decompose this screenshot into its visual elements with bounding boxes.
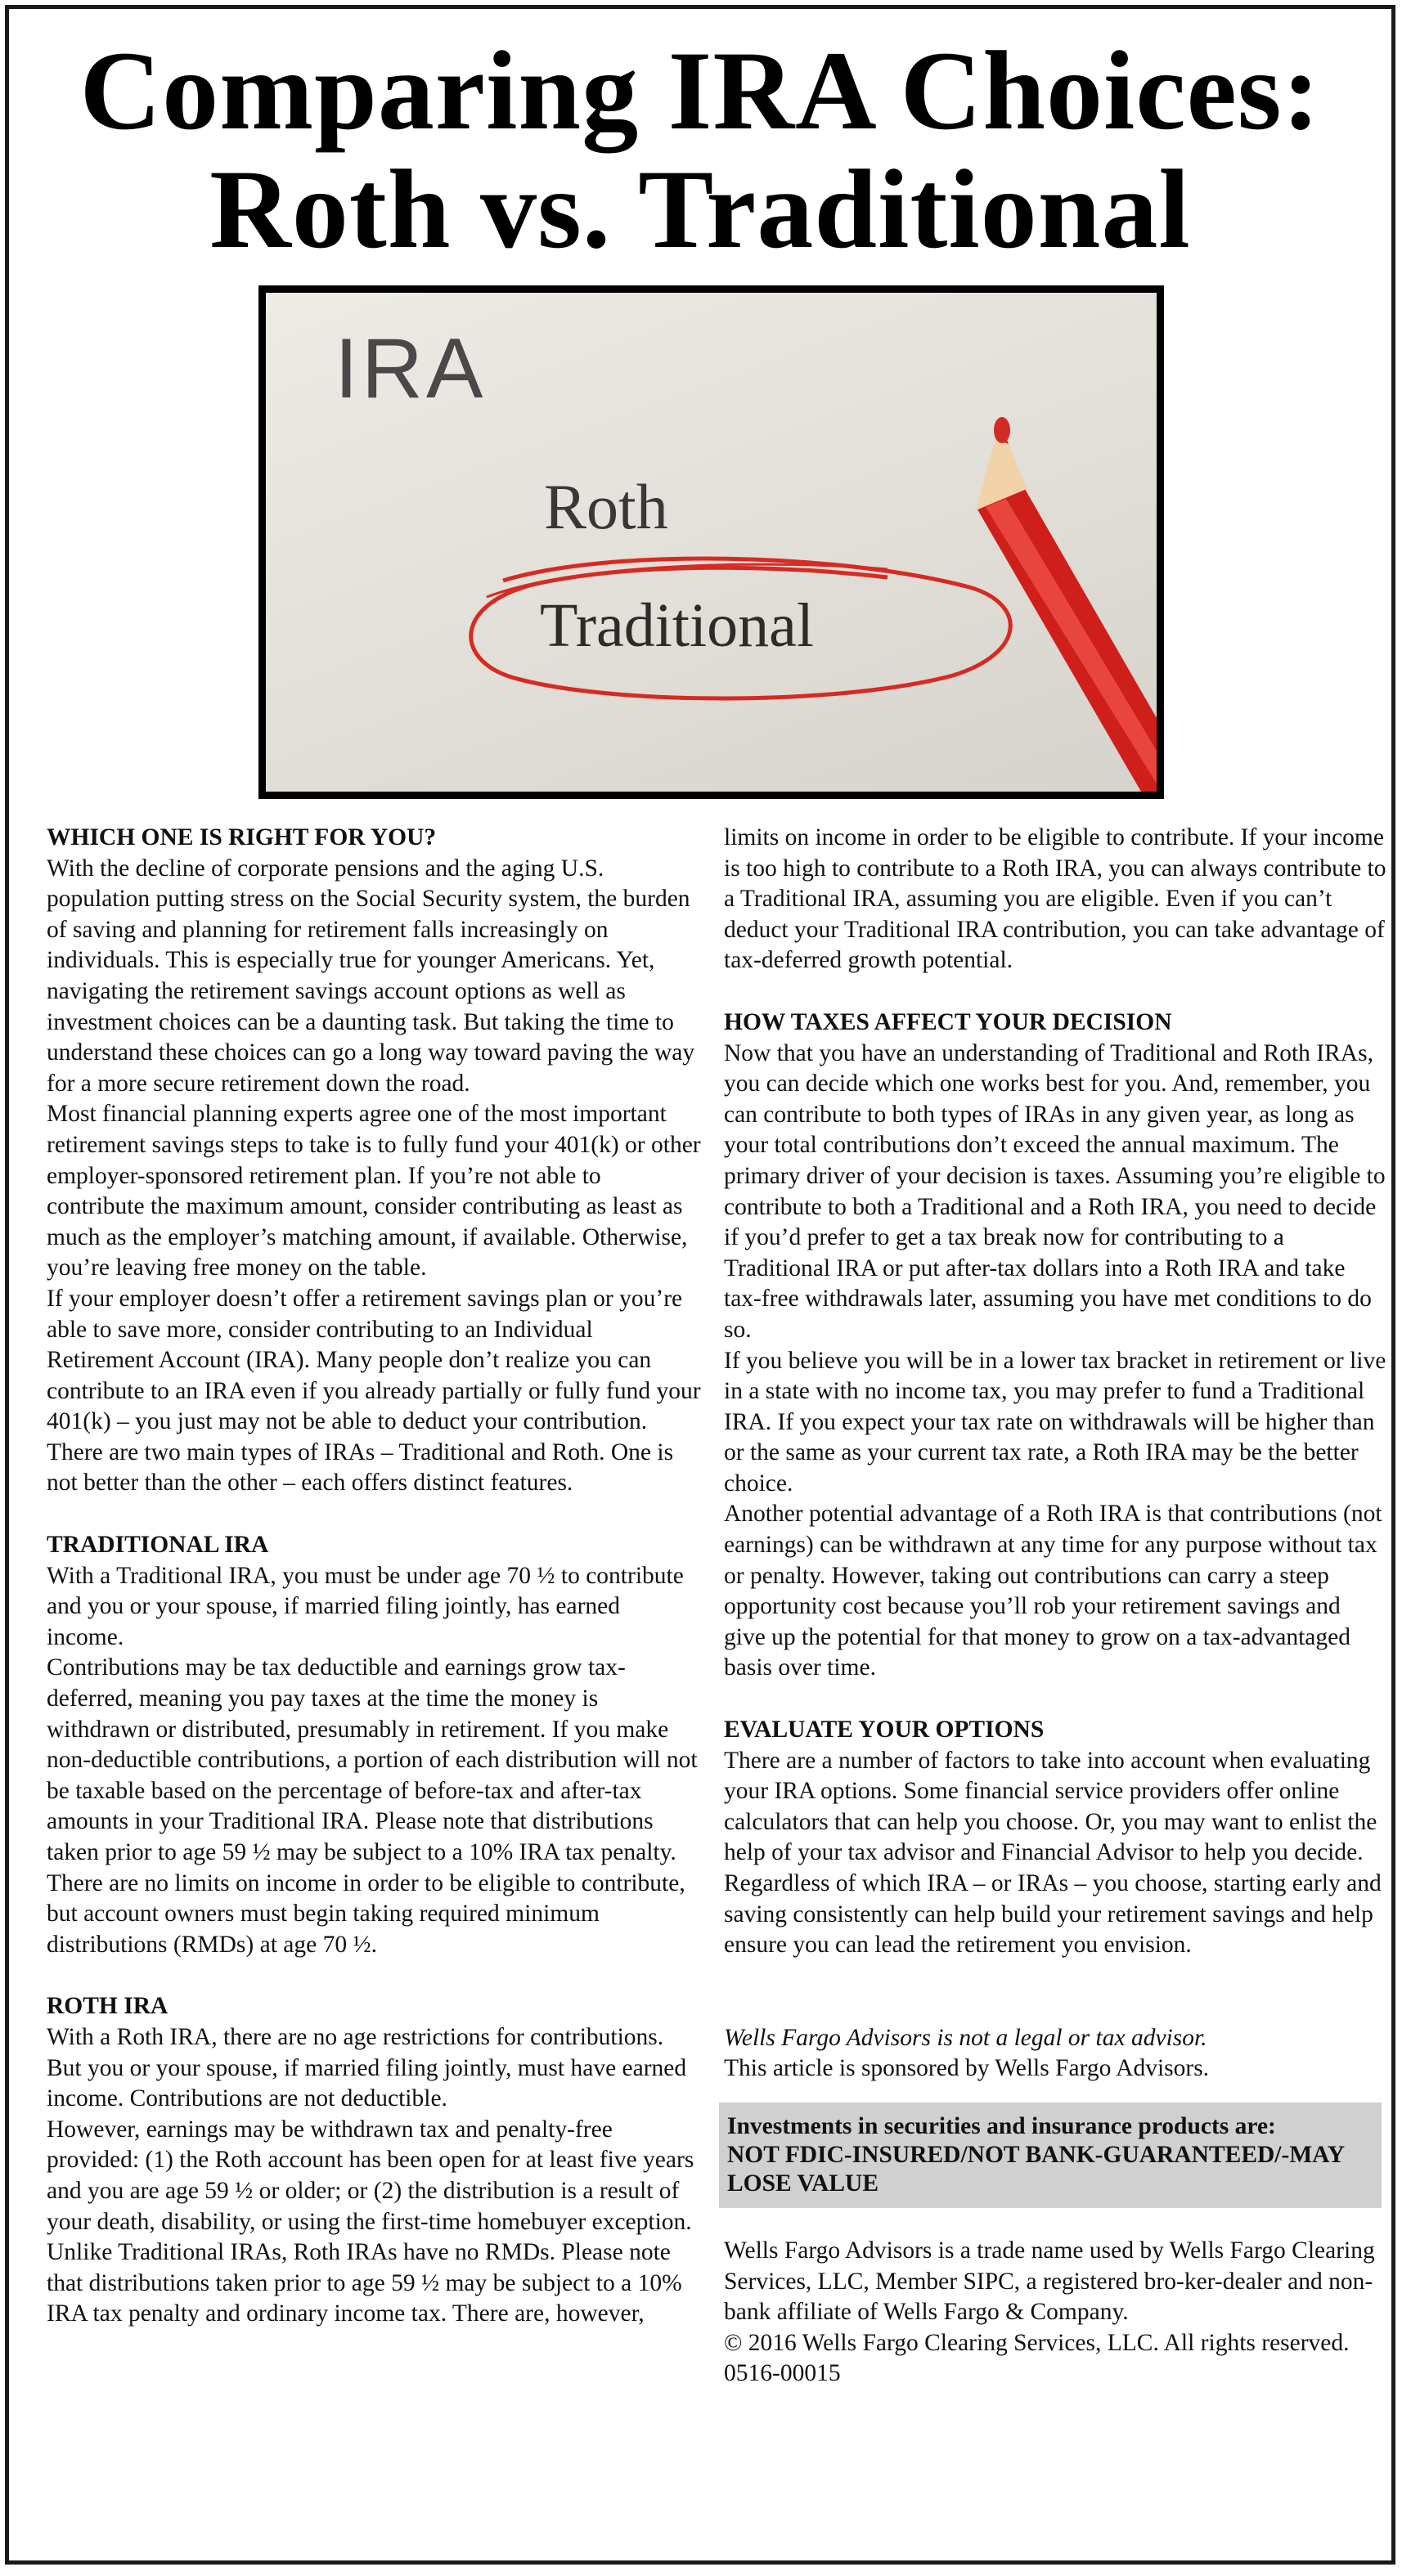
spacer: [724, 1684, 1386, 1715]
hero-label-ira: IRA: [335, 321, 487, 416]
fdic-notice-box: [719, 2103, 1382, 2208]
paragraph: There are two main types of IRAs – Traditional and Roth. One is not better than the other – each offers distinct features.: [47, 1438, 674, 1497]
paragraph: limits on income in order to be eligible to contribute. If your income is too high to contribute to a Roth IRA, you can always contribute to a Traditional IRA, assuming you are eligible. Even if you can’t deduct your Traditional IRA contribution, you can take advantage of tax-deferred growth potential.: [724, 824, 1386, 974]
paragraph: With the decline of corporate pensions and the aging U.S. population putting stress on the Social Security system, the burden of saving and planning for retirement falls increasingly on individuals. This is especially true for younger Americans. Yet, navigating the retirement savings account options as well as investment choices can be a daunting task. But taking the time to understand these choices can go a long way toward paving the way for a more secure retirement down the road.: [47, 855, 695, 1097]
sponsor-text: This article is sponsored by Wells Fargo Advisors.: [724, 2055, 1210, 2082]
heading-roth-ira: ROTH IRA: [47, 1993, 169, 2020]
spacer: [724, 2085, 1386, 2103]
fdic-notice-line-1: Investments in securities and insurance products are:: [727, 2112, 1276, 2139]
title-line-2: Roth vs. Traditional: [209, 146, 1191, 272]
title-line-1: Comparing IRA Choices:: [79, 28, 1321, 153]
paragraph: Most financial planning experts agree one of the most important retirement savings steps to take is to fully fund your 401(k) or other employer-sponsored retirement plan. If you’re not able to contribute the maximum amount, consider contributing as least as much as the employer’s matching amount, if available. Otherwise, you’re leaving free money on the table.: [47, 1101, 701, 1281]
paragraph: With a Traditional IRA, you must be under age 70 ½ to contribute and you or your spouse, if married filing jointly, has earned income.: [47, 1562, 684, 1650]
heading-traditional-ira: TRADITIONAL IRA: [47, 1532, 269, 1559]
hero-label-traditional: Traditional: [540, 591, 814, 660]
hero-image: [258, 285, 1164, 799]
paragraph: Another potential advantage of a Roth IRA is that contributions (not earnings) can be withdrawn at any time for any purpose without tax or penalty. However, taking out contributions can carry a steep opportunity cost because you’ll rob your retirement savings and give up the potential for that money to grow on a tax-advantaged basis over time.: [724, 1501, 1382, 1681]
paragraph: Contributions may be tax deductible and earnings grow tax-deferred, meaning you pay taxes at the time the money is withdrawn or distributed, presumably in retirement. If you make non-deductible contributions, a portion of each distribution will not be taxable based on the percentage of before-tax and after-tax amounts in your Traditional IRA. Please note that distributions taken prior to age 59 ½ may be subject to a 10% IRA tax penalty.: [47, 1654, 698, 1865]
disclaimer-text: Wells Fargo Advisors is not a legal or tax advisor.: [724, 2024, 1207, 2051]
right-column: [724, 823, 1386, 2390]
paragraph: Now that you have an understanding of Traditional and Roth IRAs, you can decide which one works best for you. And, remember, you can contribute to both types of IRAs in any given year, as long as your total contributions don’t exceed the annual maximum. The primary driver of your decision is taxes. Assuming you’re eligible to contribute to both a Traditional and a Roth IRA, you need to decide if you’d prefer to get a tax break now for contributing to a Traditional IRA or put after-tax dollars into a Roth IRA and take tax-free withdrawals later, assuming you have met conditions to do so.: [724, 1039, 1386, 1343]
spacer: [724, 976, 1386, 1008]
paragraph: If you believe you will be in a lower tax bracket in retirement or live in a state with no income tax, you may prefer to fund a Traditional IRA. If you expect your tax rate on withdrawals will be higher than or the same as your current tax rate, a Roth IRA may be the better choice.: [724, 1347, 1386, 1497]
spacer: [47, 1499, 701, 1530]
spacer: [724, 1992, 1386, 2023]
hero-illustration: [266, 293, 1157, 792]
heading-evaluate: EVALUATE YOUR OPTIONS: [724, 1717, 1045, 1744]
fdic-notice-line-2: NOT FDIC-INSURED/NOT BANK-GUARANTEED/-MAY LOSE VALUE: [727, 2141, 1344, 2197]
paragraph: With a Roth IRA, there are no age restrictions for contributions. But you or your spouse, if married filing jointly, must have earned income. Contributions are not deductible.: [47, 2023, 687, 2112]
article-page: [5, 5, 1395, 2565]
hero-label-roth: Roth: [544, 471, 668, 542]
paragraph: If your employer doesn’t offer a retirement savings plan or you’re able to save more, consider contributing to an Individual Retirement Account (IRA). Many people don’t realize you can contribute to an IRA even if you already partially or fully fund your 401(k) – you just may not be able to deduct your contribution.: [47, 1285, 701, 1435]
copyright-text: © 2016 Wells Fargo Clearing Services, LLC. All rights reserved. 0516-00015: [724, 2329, 1350, 2387]
heading-how-taxes: HOW TAXES AFFECT YOUR DECISION: [724, 1008, 1172, 1035]
paragraph: There are a number of factors to take into account when evaluating your IRA options. Some financial service providers offer online calculators that can help you choose. Or, you may want to enlist the help of your tax advisor and Financial Advisor to help you decide. Regardless of which IRA – or IRAs – you choose, starting early and saving consistently can help build your retirement savings and help ensure you can lead the retirement you envision.: [724, 1747, 1382, 1959]
footer-paragraph: Wells Fargo Advisors is a trade name used by Wells Fargo Clearing Services, LLC, Member SIPC, a registered bro-ker-dealer and non-bank affiliate of Wells Fargo & Company.: [724, 2237, 1375, 2326]
paragraph: However, earnings may be withdrawn tax and penalty-free provided: (1) the Roth account has been open for at least five years and you are age 59 ½ or older; or (2) the distribution is a result of your death, disability, or using the first-time homebuyer exception. Unlike Traditional IRAs, Roth IRAs have no RMDs. Please note that distributions taken prior to age 59 ½ may be subject to a 10% IRA tax penalty and ordinary income tax. There are, however,: [47, 2116, 694, 2327]
paragraph: There are no limits on income in order to be eligible to contribute, but account owners must begin taking required minimum distributions (RMDs) at age 70 ½.: [47, 1869, 685, 1958]
spacer: [47, 1960, 701, 1991]
spacer: [724, 2208, 1386, 2236]
left-column: [47, 823, 701, 2330]
heading-which-one: WHICH ONE IS RIGHT FOR YOU?: [47, 824, 437, 850]
spacer: [724, 1961, 1386, 1992]
